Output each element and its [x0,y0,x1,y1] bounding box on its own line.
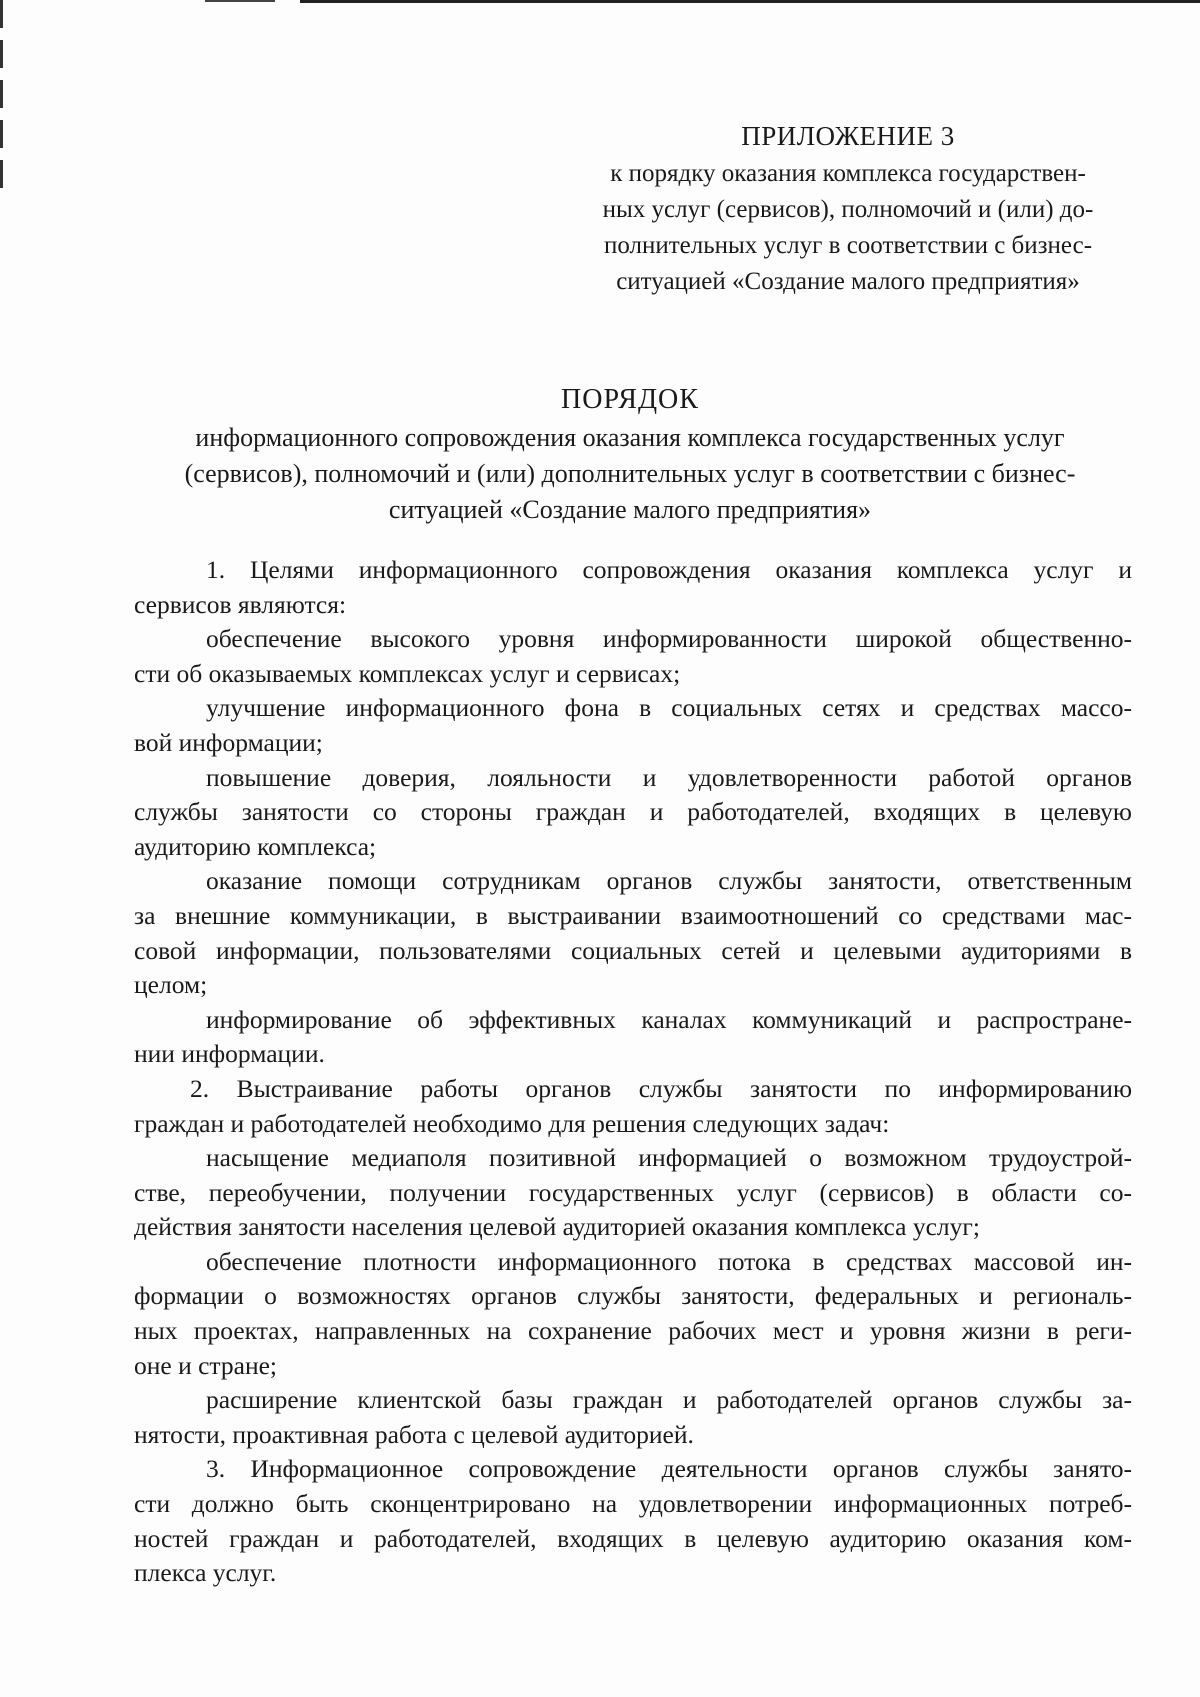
body-line: 3. Информационное сопровождение деятельности органов службы занято- [206,1454,1132,1484]
body-line: ностей граждан и работодателей, входящих в целевую аудиторию оказания ком- [134,1523,1132,1553]
appendix-line: полнительных услуг в соответствии с бизнес- [603,232,1093,259]
body-line: обеспечение плотности информационного потока в средствах массовой ин- [206,1246,1132,1276]
body-line: сти должно быть сконцентрировано на удовлетворении информационных потреб- [134,1489,1132,1519]
scan-left-edge [0,0,3,200]
body-line: ных проектах, направленных на сохранение рабочих мест и уровня жизни в реги- [134,1316,1132,1346]
heading-title: ПОРЯДОК [561,384,699,415]
appendix-line: к порядку оказания комплекса государствен- [610,160,1086,187]
body-line: нии информации. [134,1039,325,1069]
appendix-line: ситуацией «Создание малого предприятия» [616,268,1080,295]
body-line: насыщение медиаполя позитивной информацией о возможном трудоустрой- [206,1143,1132,1173]
body-line: 2. Выстраивание работы органов службы занятости по информированию [190,1073,1132,1103]
body-line: стве, переобучении, получении государственных услуг (сервисов) в области со- [134,1177,1132,1207]
body-line: за внешние коммуникации, в выстраивании взаимоотношений со средствами мас- [134,900,1132,930]
scan-top-dash [205,0,275,2]
scan-top-rule [300,0,1200,3]
body-line: сервисов являются: [134,589,347,619]
body-line: информирование об эффективных каналах коммуникаций и распростране- [206,1004,1132,1034]
body-line: действия занятости населения целевой аудиторией оказания комплекса услуг; [134,1212,980,1242]
body-line: плекса услуг. [134,1558,277,1588]
heading-line: (сервисов), полномочий и (или) дополнительных услуг в соответствии с бизнес- [184,459,1076,488]
body-line: оне и стране; [134,1350,278,1380]
body-line: формации о возможностях органов службы занятости, федеральных и региональ- [134,1281,1132,1311]
body-line: нятости, проактивная работа с целевой аудиторией. [134,1419,694,1449]
body-line: оказание помощи сотрудникам органов службы занятости, ответственным [206,866,1132,896]
body-line: аудиторию комплекса; [134,831,377,861]
heading-line: ситуацией «Создание малого предприятия» [388,495,872,524]
document-heading [130,382,1130,528]
document-body [134,553,1132,1591]
body-line: обеспечение высокого уровня информированности широкой общественно- [206,624,1132,654]
body-line: улучшение информационного фона в социальных сетях и средствах массо- [206,693,1132,723]
appendix-line: ных услуг (сервисов), полномочий и (или) до- [602,196,1094,223]
heading-line: информационного сопровождения оказания комплекса государственных услуг [195,423,1065,452]
body-line: сти об оказываемых комплексах услуг и сервисах; [134,658,681,688]
body-line: службы занятости со стороны граждан и работодателей, входящих в целевую [134,797,1132,827]
body-line: целом; [134,970,208,1000]
body-line: 1. Целями информационного сопровождения оказания комплекса услуг и [206,555,1132,584]
body-line: граждан и работодателей необходимо для решения следующих задач: [134,1108,890,1138]
appendix-title: ПРИЛОЖЕНИЕ 3 [741,121,955,151]
body-line: расширение клиентской базы граждан и работодателей органов службы за- [206,1385,1132,1415]
body-line: вой информации; [134,727,323,757]
appendix-block [568,118,1128,300]
body-line: совой информации, пользователями социальных сетей и целевыми аудиториями в [134,935,1132,965]
body-line: повышение доверия, лояльности и удовлетворенности работой органов [206,762,1132,792]
